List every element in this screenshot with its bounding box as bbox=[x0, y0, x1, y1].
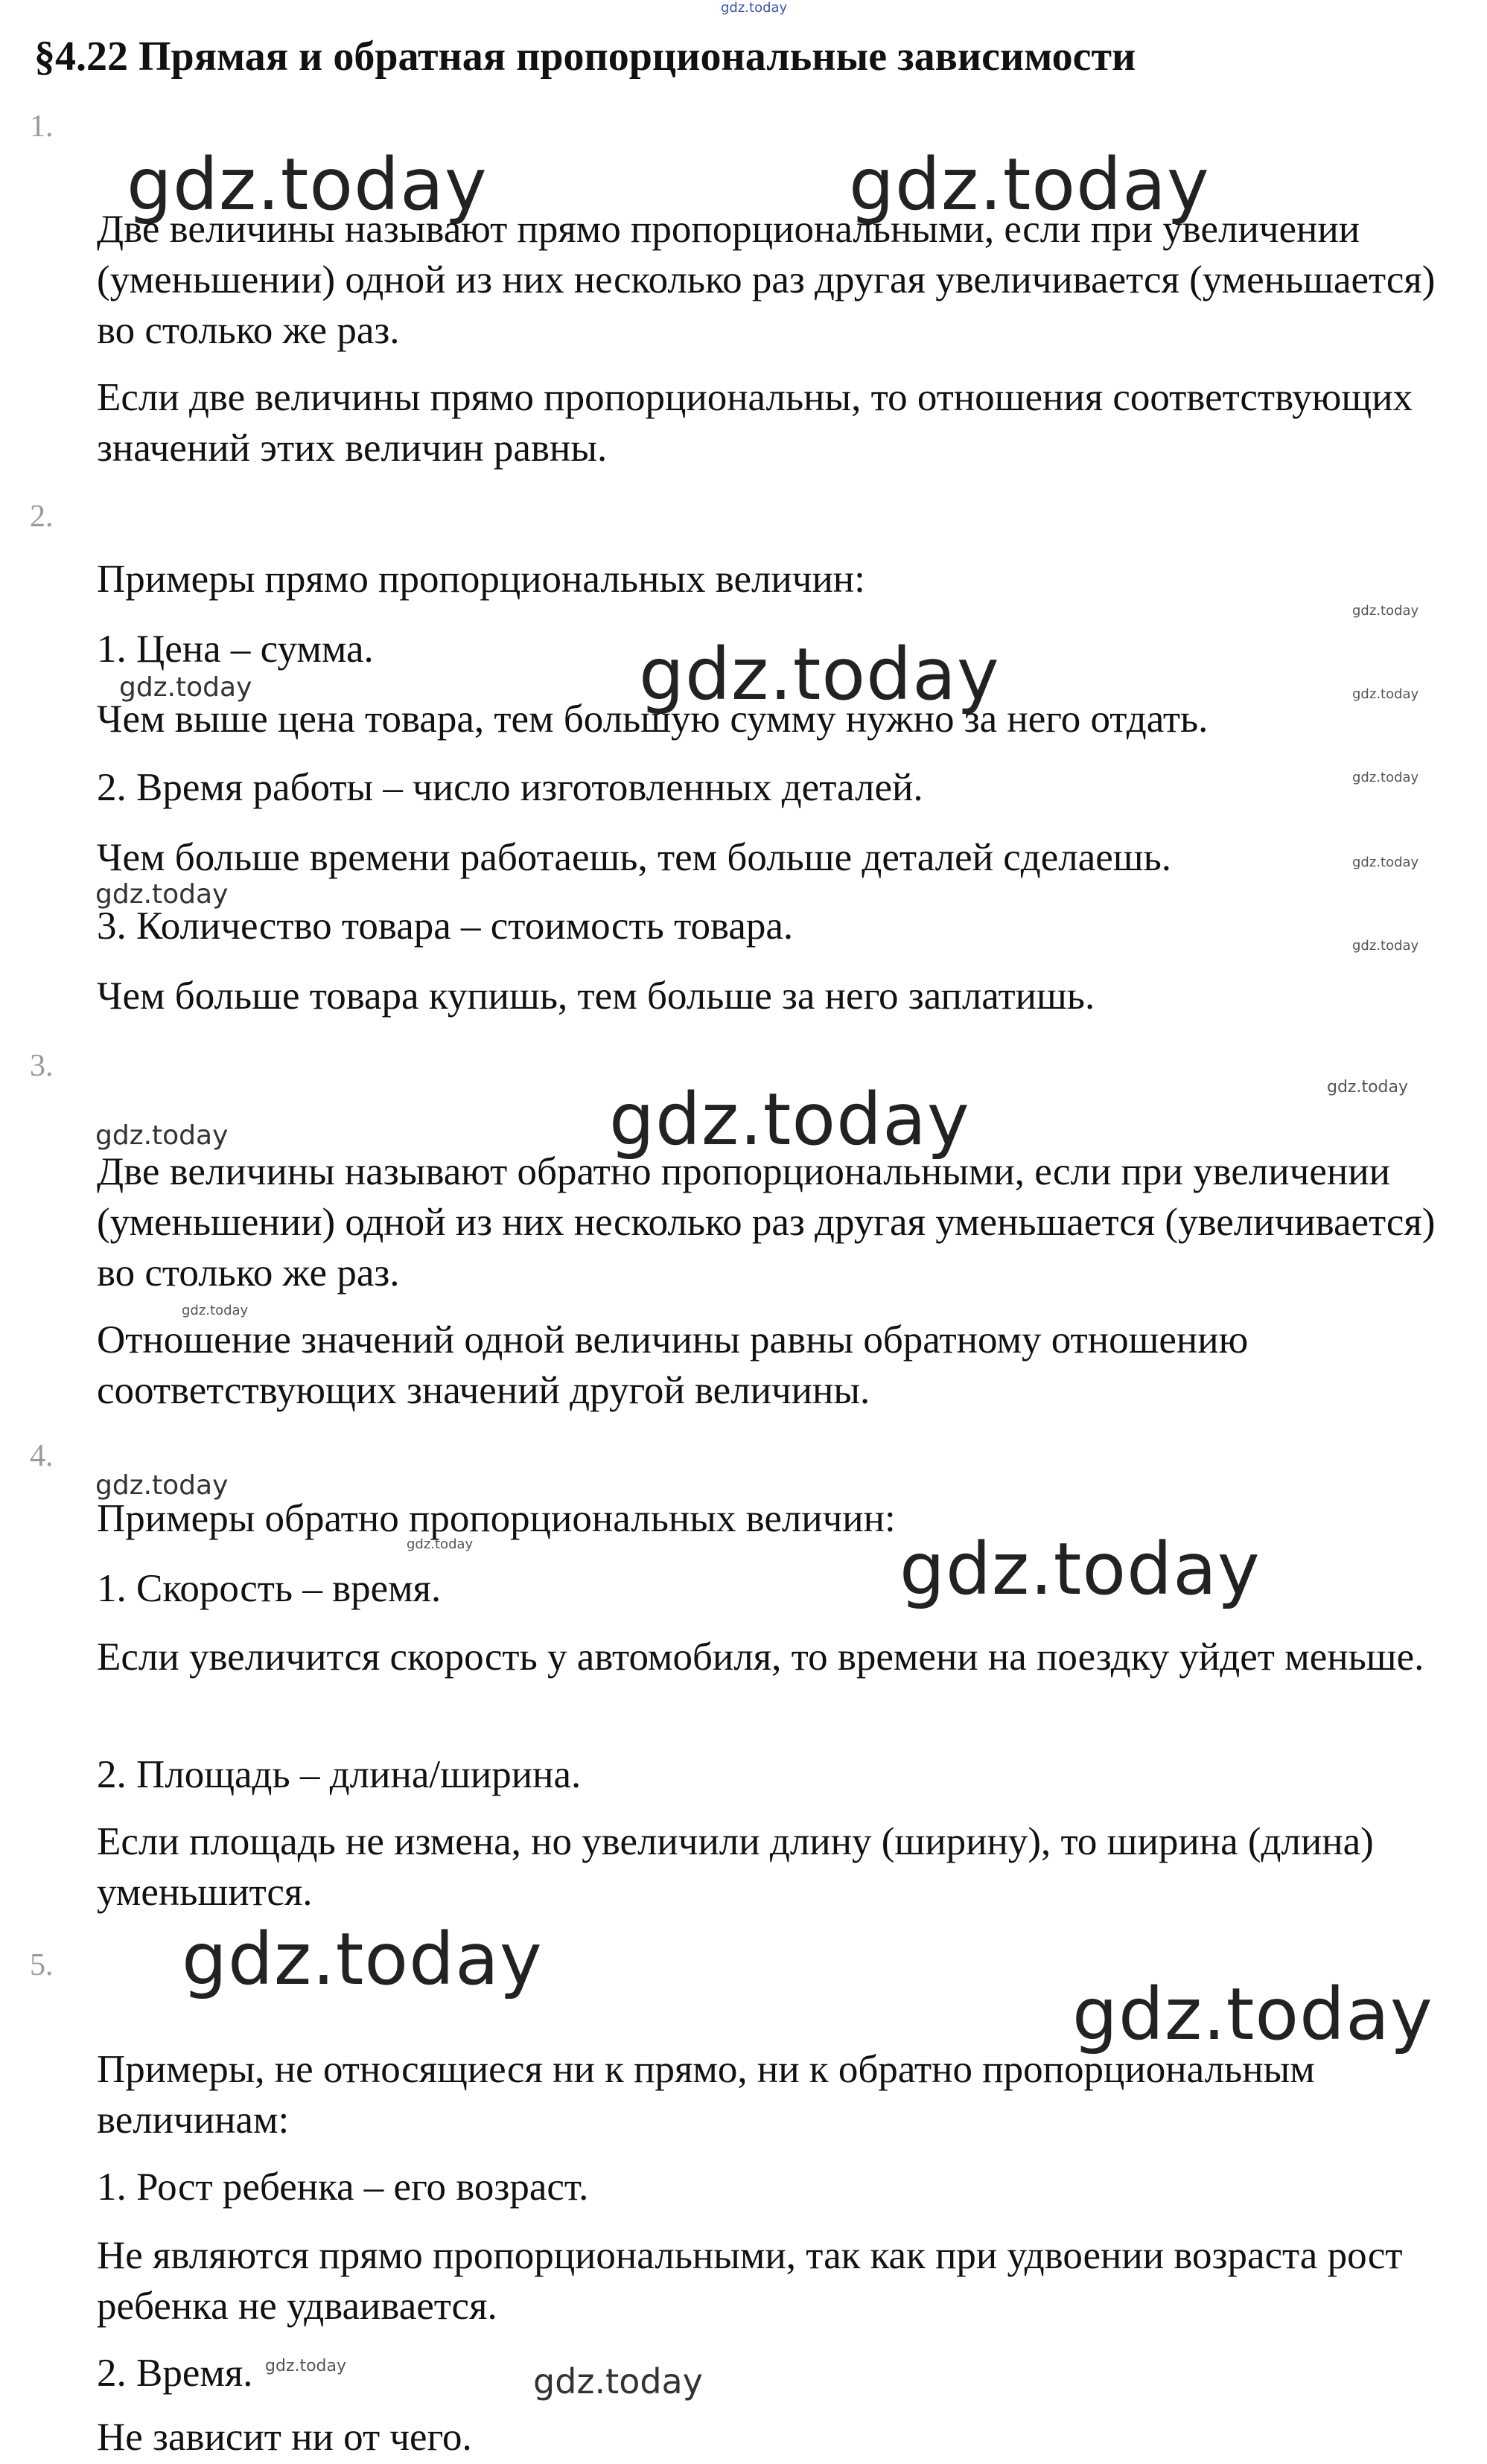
watermark: gdz.today bbox=[407, 1536, 474, 1552]
watermark: gdz.today bbox=[1352, 686, 1419, 702]
section-2-paragraph-4: 2. Время работы – число изготовленных деталей. bbox=[97, 766, 923, 809]
watermark: gdz.today bbox=[849, 143, 1210, 226]
section-5-paragraph-4: 2. Время. bbox=[97, 2352, 253, 2395]
watermark: gdz.today bbox=[182, 1303, 249, 1318]
section-1-number: 1. bbox=[30, 109, 54, 144]
section-4-paragraph-3: Если увеличится скорость у автомобиля, то времени на поездку уйдет меньше. bbox=[97, 1635, 1424, 1679]
section-2-paragraph-2: 1. Цена – сумма. bbox=[97, 628, 374, 671]
section-5-number: 5. bbox=[30, 1948, 54, 1982]
section-2-paragraph-3: Чем выше цена товара, тем большую сумму нужно за него отдать. bbox=[97, 698, 1209, 741]
watermark: gdz.today bbox=[95, 1120, 229, 1151]
section-5-paragraph-5: Не зависит ни от чего. bbox=[97, 2416, 472, 2459]
section-2-paragraph-1: Примеры прямо пропорциональных величин: bbox=[97, 558, 865, 601]
watermark: gdz.today bbox=[1352, 855, 1419, 870]
watermark: gdz.today bbox=[1072, 1973, 1433, 2056]
section-4-paragraph-1: Примеры обратно пропорциональных величин: bbox=[97, 1497, 896, 1540]
section-4-paragraph-5: Если площадь не измена, но увеличили длину (ширину), то ширина (длина) уменьшится. bbox=[97, 1820, 1374, 1914]
section-3-paragraph-1: Две величины называют обратно пропорциональными, если при увеличении (уменьшении) одной из них несколько раз другая уменьшается (увеличивается) во столько же раз. bbox=[97, 1150, 1436, 1295]
watermark: gdz.today bbox=[95, 879, 229, 910]
top-watermark: gdz.today bbox=[721, 0, 788, 16]
section-3-paragraph-2: Отношение значений одной величины равны обратному отношению соответствующих значений другой величины. bbox=[97, 1318, 1249, 1412]
section-2-paragraph-5: Чем больше времени работаешь, тем больше деталей сделаешь. bbox=[97, 836, 1172, 879]
watermark: gdz.today bbox=[533, 2361, 703, 2401]
section-5-paragraph-2: 1. Рост ребенка – его возраст. bbox=[97, 2165, 589, 2209]
page-title: §4.22 Прямая и обратная пропорциональные зависимости bbox=[34, 33, 1136, 80]
section-4-paragraph-2: 1. Скорость – время. bbox=[97, 1567, 442, 1610]
section-4-number: 4. bbox=[30, 1439, 54, 1473]
watermark: gdz.today bbox=[639, 633, 1000, 716]
section-2-paragraph-6: 3. Количество товара – стоимость товара. bbox=[97, 904, 794, 948]
watermark: gdz.today bbox=[1352, 770, 1419, 785]
watermark: gdz.today bbox=[127, 143, 488, 226]
watermark: gdz.today bbox=[182, 1918, 543, 2001]
section-1-paragraph-2: Если две величины прямо пропорциональны, то отношения соответствующих значений этих величин равны. bbox=[97, 376, 1413, 470]
watermark: gdz.today bbox=[899, 1528, 1261, 1611]
section-5-paragraph-1: Примеры, не относящиеся ни к прямо, ни к обратно пропорциональным величинам: bbox=[97, 2048, 1315, 2142]
section-1-paragraph-1: Две величины называют прямо пропорциональными, если при увеличении (уменьшении) одной из них несколько раз другая увеличивается (уменьшается) во столько же раз. bbox=[97, 208, 1436, 352]
watermark: gdz.today bbox=[265, 2357, 347, 2375]
section-4-paragraph-4: 2. Площадь – длина/ширина. bbox=[97, 1753, 582, 1796]
section-5-paragraph-3: Не являются прямо пропорциональными, так как при удвоении возраста рост ребенка не удваивается. bbox=[97, 2234, 1403, 2328]
watermark: gdz.today bbox=[1327, 1078, 1409, 1097]
section-3-number: 3. bbox=[30, 1049, 54, 1083]
watermark: gdz.today bbox=[119, 672, 252, 703]
section-2-number: 2. bbox=[30, 499, 54, 534]
section-2-paragraph-7: Чем больше товара купишь, тем больше за него заплатишь. bbox=[97, 974, 1095, 1018]
watermark: gdz.today bbox=[1352, 938, 1419, 954]
watermark: gdz.today bbox=[609, 1078, 970, 1161]
watermark: gdz.today bbox=[1352, 603, 1419, 619]
watermark: gdz.today bbox=[95, 1470, 229, 1501]
